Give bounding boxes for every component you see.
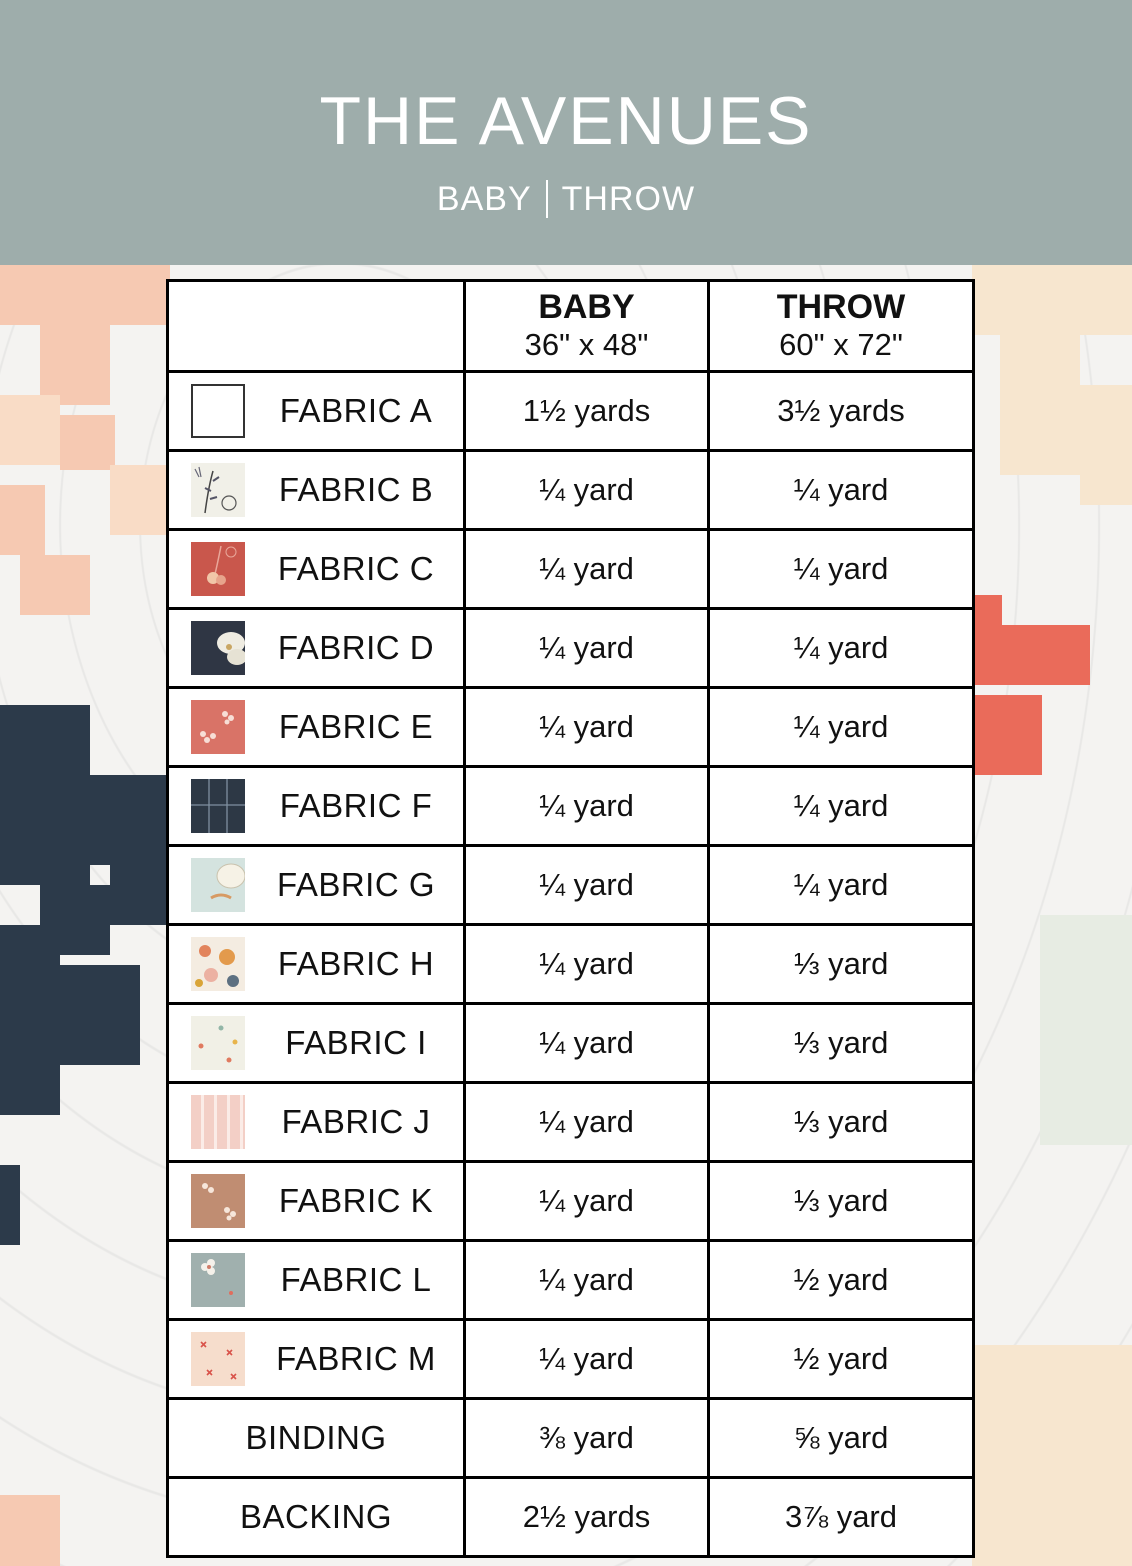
column-name: THROW — [776, 288, 906, 326]
throw-amount: ¼ yard — [709, 688, 974, 767]
fabric-label: FABRIC G — [276, 866, 436, 903]
floral-bouquet-swatch-icon — [191, 937, 245, 991]
baby-amount: ¼ yard — [465, 1083, 709, 1162]
column-size: 60" x 72" — [779, 327, 903, 362]
throw-amount: ¼ yard — [709, 451, 974, 530]
table-row — [168, 1320, 974, 1399]
fabric-cell — [168, 372, 465, 451]
baby-amount: ¼ yard — [465, 1320, 709, 1399]
botanical-sketch-swatch-icon — [191, 463, 245, 517]
tan-blossom-swatch-icon — [191, 1174, 245, 1228]
subtitle-size-baby: BABY — [436, 180, 532, 218]
fabric-label: FABRIC I — [285, 1024, 427, 1061]
table-row — [168, 1241, 974, 1320]
throw-amount: 3⅞ yard — [709, 1478, 974, 1557]
peach-cross-swatch-icon — [191, 1332, 245, 1386]
baby-amount: ¼ yard — [465, 530, 709, 609]
baby-amount: ¼ yard — [465, 1004, 709, 1083]
table-row — [168, 1399, 974, 1478]
coral-blossom-swatch-icon — [191, 700, 245, 754]
navy-magnolia-swatch-icon — [191, 621, 245, 675]
table-row — [168, 1004, 974, 1083]
navy-grid-swatch-icon — [191, 779, 245, 833]
table-row — [168, 609, 974, 688]
fabric-label: FABRIC K — [278, 1182, 434, 1219]
sage-flower-swatch-icon — [191, 1253, 245, 1307]
fabric-cell — [168, 1478, 465, 1557]
white-swatch-icon — [191, 384, 245, 438]
baby-amount: ¼ yard — [465, 846, 709, 925]
fabric-cell — [168, 1083, 465, 1162]
backing-label: BACKING — [239, 1498, 393, 1535]
binding-label: BINDING — [245, 1419, 387, 1456]
baby-amount: ¼ yard — [465, 688, 709, 767]
subtitle-divider — [546, 180, 548, 218]
fabric-cell — [168, 767, 465, 846]
fabric-cell — [168, 1004, 465, 1083]
column-size: 36" x 48" — [524, 327, 649, 362]
throw-amount: ¼ yard — [709, 846, 974, 925]
throw-amount: 3½ yards — [709, 372, 974, 451]
column-header-throw — [709, 281, 974, 372]
baby-amount: ¼ yard — [465, 1162, 709, 1241]
throw-amount: ⅓ yard — [709, 1083, 974, 1162]
baby-amount: ⅜ yard — [465, 1399, 709, 1478]
fabric-label: FABRIC E — [278, 708, 434, 745]
fabric-cell — [168, 925, 465, 1004]
empty-header-cell — [168, 281, 465, 372]
fabric-cell — [168, 846, 465, 925]
red-floral-swatch-icon — [191, 542, 245, 596]
baby-amount: ¼ yard — [465, 451, 709, 530]
baby-amount: 1½ yards — [465, 372, 709, 451]
fabric-label: FABRIC A — [279, 392, 433, 429]
throw-amount: ½ yard — [709, 1320, 974, 1399]
fabric-label: FABRIC B — [278, 471, 434, 508]
page-subtitle — [0, 180, 1132, 219]
throw-amount: ¼ yard — [709, 609, 974, 688]
pink-stripe-swatch-icon — [191, 1095, 245, 1149]
cream-dot-swatch-icon — [191, 1016, 245, 1070]
fabric-cell — [168, 530, 465, 609]
baby-amount: ¼ yard — [465, 1241, 709, 1320]
throw-amount: ⅓ yard — [709, 1162, 974, 1241]
fabric-label: FABRIC L — [280, 1261, 432, 1298]
baby-amount: ¼ yard — [465, 767, 709, 846]
fabric-label: FABRIC M — [276, 1340, 436, 1377]
throw-amount: ¼ yard — [709, 767, 974, 846]
baby-amount: ¼ yard — [465, 609, 709, 688]
table-row — [168, 1478, 974, 1557]
table-row — [168, 925, 974, 1004]
throw-amount: ⅓ yard — [709, 1004, 974, 1083]
fabric-label: FABRIC H — [277, 945, 435, 982]
fabric-cell — [168, 1162, 465, 1241]
table-row — [168, 1162, 974, 1241]
fabric-requirements-table — [166, 279, 975, 1558]
fabric-cell — [168, 688, 465, 767]
fabric-cell — [168, 1241, 465, 1320]
fabric-label: FABRIC C — [277, 550, 435, 587]
table-row — [168, 846, 974, 925]
throw-amount: ¼ yard — [709, 530, 974, 609]
baby-amount: 2½ yards — [465, 1478, 709, 1557]
table-row — [168, 530, 974, 609]
fabric-cell — [168, 609, 465, 688]
baby-amount: ¼ yard — [465, 925, 709, 1004]
mint-magnolia-swatch-icon — [191, 858, 245, 912]
column-header-baby — [465, 281, 709, 372]
fabric-label: FABRIC D — [277, 629, 435, 666]
throw-amount: ⅓ yard — [709, 925, 974, 1004]
subtitle-size-throw: THROW — [561, 180, 696, 218]
table-row — [168, 767, 974, 846]
header-banner — [0, 0, 1132, 265]
fabric-cell — [168, 1399, 465, 1478]
table-row — [168, 1083, 974, 1162]
table-header-row — [168, 281, 974, 372]
fabric-cell — [168, 1320, 465, 1399]
fabric-label: FABRIC F — [279, 787, 433, 824]
fabric-cell — [168, 451, 465, 530]
table-row — [168, 372, 974, 451]
column-name: BABY — [538, 288, 635, 326]
throw-amount: ½ yard — [709, 1241, 974, 1320]
throw-amount: ⅝ yard — [709, 1399, 974, 1478]
fabric-label: FABRIC J — [281, 1103, 431, 1140]
table-row — [168, 688, 974, 767]
page-title: THE AVENUES — [319, 83, 813, 159]
table-row — [168, 451, 974, 530]
